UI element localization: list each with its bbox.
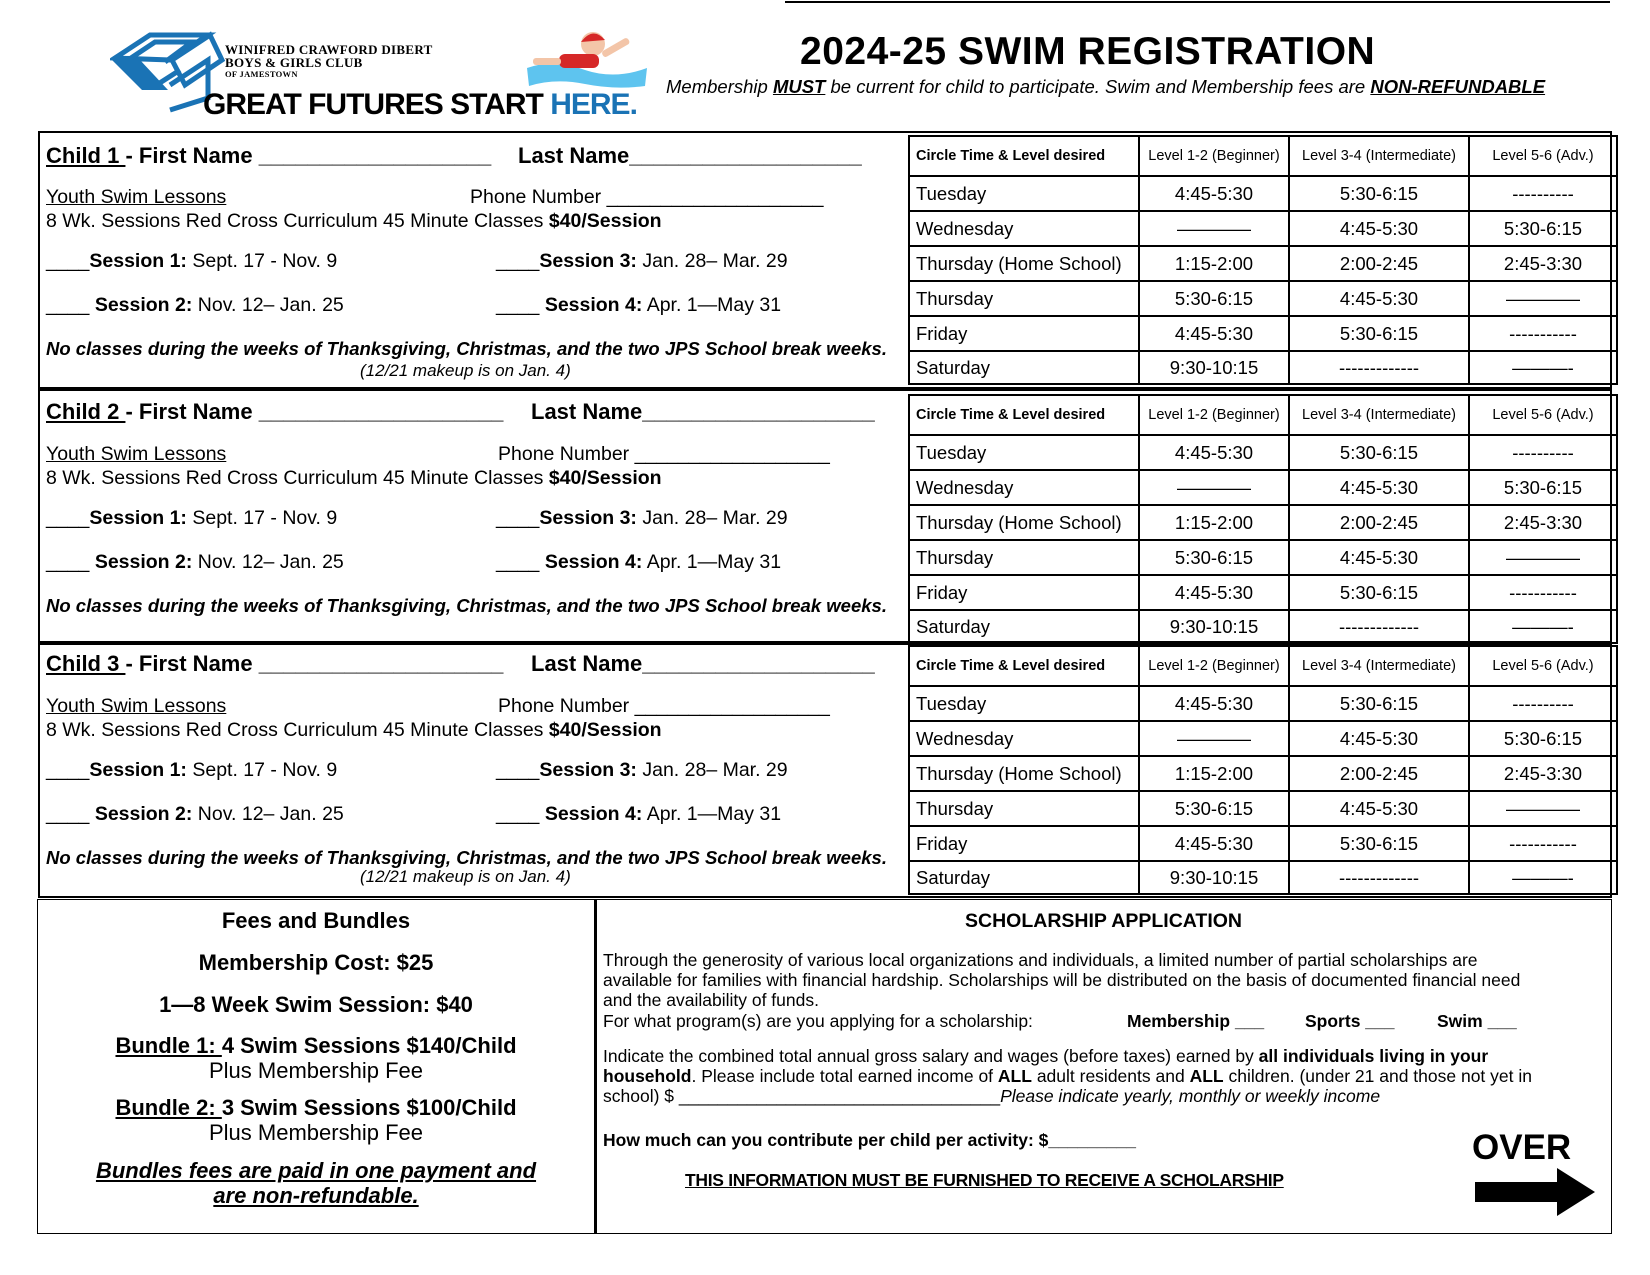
table-header-row	[909, 136, 1617, 176]
day-cell: Thursday (Home School)	[909, 246, 1139, 281]
session-2-dates: Nov. 12– Jan. 25	[192, 294, 344, 316]
session-2-blank[interactable]: ____	[46, 294, 95, 316]
table-row	[909, 470, 1617, 505]
time-slot-cell[interactable]: 9:30-10:15	[1139, 351, 1289, 384]
bundle-1	[38, 1033, 594, 1059]
session-details-text: 8 Wk. Sessions Red Cross Curriculum 45 Minute Classes	[46, 719, 549, 741]
table-row	[909, 791, 1617, 826]
no-classes-note: No classes during the weeks of Thanksgiving, Christmas, and the two JPS School break weeks.	[46, 338, 887, 359]
income-line-3[interactable]	[603, 1086, 1380, 1107]
time-slot-cell[interactable]: 5:30-6:15	[1289, 826, 1469, 861]
time-slot-cell[interactable]: 4:45-5:30	[1139, 575, 1289, 610]
bundle-note-2: are non-refundable.	[213, 1183, 419, 1208]
table-row	[909, 861, 1617, 894]
child-1-schedule-table	[908, 135, 1618, 385]
time-slot-cell[interactable]: 4:45-5:30	[1289, 721, 1469, 756]
table-row	[909, 246, 1617, 281]
table-header-cell: Level 3-4 (Intermediate)	[1289, 646, 1469, 686]
session-4-label: Session 4:	[544, 803, 643, 825]
bundle-2-plus: Plus Membership Fee	[209, 1120, 423, 1145]
time-slot-cell[interactable]: 4:45-5:30	[1289, 540, 1469, 575]
time-slot-cell[interactable]: ————	[1469, 281, 1617, 316]
child-label: Child 3	[46, 651, 126, 676]
day-cell: Wednesday	[909, 721, 1139, 756]
youth-swim-lessons-label: Youth Swim Lessons	[46, 443, 227, 465]
bundle-note-1: Bundles fees are paid in one payment and	[95, 1158, 537, 1183]
time-slot-cell[interactable]: 4:45-5:30	[1289, 281, 1469, 316]
org-name	[225, 43, 433, 79]
makeup-note: (12/21 makeup is on Jan. 4)	[360, 361, 571, 380]
time-slot-cell[interactable]: ————	[1469, 791, 1617, 826]
table-row	[909, 281, 1617, 316]
time-slot-cell[interactable]: 5:30-6:15	[1289, 575, 1469, 610]
time-slot-cell[interactable]: ----------	[1469, 686, 1617, 721]
session-4-option[interactable]	[496, 803, 781, 826]
first-name-field[interactable]: - First Name ___________________	[125, 143, 492, 168]
time-slot-cell[interactable]: ----------	[1469, 176, 1617, 211]
income-text: adult residents and	[1031, 1066, 1190, 1086]
bundle-1-text: 4 Swim Sessions $140/Child	[221, 1033, 517, 1058]
table-row	[909, 505, 1617, 540]
no-classes-note: No classes during the weeks of Thanksgiving, Christmas, and the two JPS School break weeks.	[46, 847, 887, 868]
income-text: Indicate the combined total annual gross salary and wages (before taxes) earned by	[603, 1046, 1259, 1066]
makeup-note: (12/21 makeup is on Jan. 4)	[360, 867, 571, 886]
session-1-option[interactable]	[46, 507, 337, 530]
child-name-row[interactable]	[46, 651, 503, 677]
session-1-option[interactable]	[46, 250, 337, 273]
scholarship-paragraph-1: Through the generosity of various local organizations and individuals, a limited number of partial scholarships are	[603, 950, 1478, 970]
session-3-label: Session 3:	[539, 250, 637, 272]
session-3-blank[interactable]: ____	[496, 250, 540, 272]
phone-number-field[interactable]: Phone Number ____________________	[470, 186, 824, 208]
session-details-text: 8 Wk. Sessions Red Cross Curriculum 45 Minute Classes	[46, 467, 549, 489]
org-line2: BOYS & GIRLS CLUB	[225, 55, 363, 70]
child-label: Child 1	[46, 143, 126, 168]
session-details	[46, 210, 662, 233]
swim-session-cost: 1—8 Week Swim Session: $40	[159, 992, 473, 1017]
table-header-cell: Circle Time & Level desired	[909, 395, 1139, 435]
table-header-cell: Level 3-4 (Intermediate)	[1289, 136, 1469, 176]
subtitle	[666, 76, 1545, 98]
session-3-dates: Jan. 28– Mar. 29	[636, 250, 788, 272]
last-name-field[interactable]: Last Name___________________	[531, 651, 875, 676]
table-row	[909, 435, 1617, 470]
no-classes-note: No classes during the weeks of Thanksgiving, Christmas, and the two JPS School break weeks.	[46, 595, 887, 616]
session-1-dates: Sept. 17 - Nov. 9	[186, 507, 338, 529]
session-4-blank[interactable]: ____	[496, 803, 545, 825]
time-slot-cell[interactable]: 2:45-3:30	[1469, 505, 1617, 540]
income-text: . Please include total earned income of	[691, 1066, 998, 1086]
time-slot-cell[interactable]: 5:30-6:15	[1469, 721, 1617, 756]
session-1-option[interactable]	[46, 759, 337, 782]
time-slot-cell[interactable]: 2:00-2:45	[1289, 756, 1469, 791]
table-row	[909, 316, 1617, 351]
time-slot-cell[interactable]: 5:30-6:15	[1139, 540, 1289, 575]
session-details-text: 8 Wk. Sessions Red Cross Curriculum 45 Minute Classes	[46, 210, 549, 232]
scholarship-box	[595, 899, 1612, 1234]
day-cell: Thursday	[909, 281, 1139, 316]
subtitle-part: be current for child to participate. Swim and Membership fees are	[825, 76, 1371, 97]
page-title: 2024-25 SWIM REGISTRATION	[800, 30, 1376, 73]
bundle-1-plus: Plus Membership Fee	[209, 1058, 423, 1083]
subtitle-part: Membership	[666, 76, 773, 97]
day-cell: Saturday	[909, 351, 1139, 384]
table-header-cell: Level 3-4 (Intermediate)	[1289, 395, 1469, 435]
session-1-blank[interactable]: ____	[46, 250, 90, 272]
slogan-here: HERE.	[550, 88, 637, 121]
table-header-cell: Level 1-2 (Beginner)	[1139, 646, 1289, 686]
session-details	[46, 719, 662, 742]
phone-number-field[interactable]: Phone Number __________________	[498, 695, 830, 717]
session-2-dates: Nov. 12– Jan. 25	[192, 803, 344, 825]
session-1-dates: Sept. 17 - Nov. 9	[186, 250, 338, 272]
child-2-schedule-table	[908, 394, 1618, 644]
table-row	[909, 756, 1617, 791]
option-membership[interactable]: Membership ___	[1127, 1011, 1265, 1031]
session-1-label: Session 1:	[89, 759, 187, 781]
session-4-dates: Apr. 1—May 31	[642, 803, 782, 825]
session-4-label: Session 4:	[544, 551, 643, 573]
income-emphasis: household	[603, 1066, 692, 1086]
slogan	[203, 88, 637, 122]
session-4-dates: Apr. 1—May 31	[642, 294, 782, 316]
time-slot-cell[interactable]: -----------	[1469, 826, 1617, 861]
session-2-option[interactable]	[46, 803, 344, 826]
time-slot-cell[interactable]: 5:30-6:15	[1289, 686, 1469, 721]
bundle-2-label: Bundle 2:	[115, 1095, 222, 1120]
first-name-field[interactable]: - First Name ____________________	[125, 399, 504, 424]
time-slot-cell[interactable]: ————	[1139, 211, 1289, 246]
session-4-label: Session 4:	[544, 294, 643, 316]
session-4-blank[interactable]: ____	[496, 551, 545, 573]
day-cell: Friday	[909, 575, 1139, 610]
fees-and-bundles-box	[37, 899, 595, 1234]
scholarship-paragraph-2: available for families with financial hardship. Scholarships will be distributed on the basis of documented financial need	[603, 970, 1521, 990]
session-3-blank[interactable]: ____	[496, 507, 540, 529]
session-3-option[interactable]	[496, 507, 788, 530]
income-text: children. (under 21 and those not yet in	[1223, 1066, 1532, 1086]
session-2-label: Session 2:	[94, 294, 193, 316]
session-2-option[interactable]	[46, 551, 344, 574]
time-slot-cell[interactable]: ———-	[1469, 351, 1617, 384]
day-cell: Wednesday	[909, 470, 1139, 505]
time-slot-cell[interactable]: -----------	[1469, 316, 1617, 351]
time-slot-cell[interactable]: 4:45-5:30	[1289, 470, 1469, 505]
table-header-cell: Level 1-2 (Beginner)	[1139, 395, 1289, 435]
time-slot-cell[interactable]: 4:45-5:30	[1289, 791, 1469, 826]
fees-heading: Fees and Bundles	[221, 908, 411, 933]
last-name-field[interactable]: Last Name___________________	[518, 143, 862, 168]
phone-number-field[interactable]: Phone Number __________________	[498, 443, 830, 465]
table-row	[909, 686, 1617, 721]
contribution-question[interactable]: How much can you contribute per child per activity: $_________	[603, 1130, 1136, 1150]
time-slot-cell[interactable]: 4:45-5:30	[1289, 211, 1469, 246]
session-1-dates: Sept. 17 - Nov. 9	[186, 759, 338, 781]
session-price: $40/Session	[548, 210, 662, 232]
time-slot-cell[interactable]: -------------	[1289, 610, 1469, 643]
income-instruction: Please indicate yearly, monthly or weekly income	[1000, 1086, 1381, 1106]
table-row	[909, 721, 1617, 756]
time-slot-cell[interactable]: 5:30-6:15	[1289, 316, 1469, 351]
day-cell: Friday	[909, 826, 1139, 861]
org-line3: OF JAMESTOWN	[225, 69, 298, 79]
bundle-2-text: 3 Swim Sessions $100/Child	[221, 1095, 517, 1120]
time-slot-cell[interactable]: ————	[1139, 721, 1289, 756]
day-cell: Thursday (Home School)	[909, 756, 1139, 791]
time-slot-cell[interactable]: 2:00-2:45	[1289, 505, 1469, 540]
subtitle-nonrefundable: NON-REFUNDABLE	[1370, 76, 1546, 97]
time-slot-cell[interactable]: 5:30-6:15	[1139, 791, 1289, 826]
over-label: OVER	[1472, 1128, 1572, 1167]
session-3-option[interactable]	[496, 250, 788, 273]
time-slot-cell[interactable]: 5:30-6:15	[1469, 211, 1617, 246]
day-cell: Tuesday	[909, 176, 1139, 211]
time-slot-cell[interactable]: ————	[1469, 540, 1617, 575]
table-row	[909, 351, 1617, 384]
time-slot-cell[interactable]: 5:30-6:15	[1139, 281, 1289, 316]
session-1-label: Session 1:	[89, 507, 187, 529]
table-header-cell: Level 1-2 (Beginner)	[1139, 136, 1289, 176]
last-name-field[interactable]: Last Name___________________	[531, 399, 875, 424]
day-cell: Thursday	[909, 791, 1139, 826]
time-slot-cell[interactable]: -------------	[1289, 861, 1469, 894]
time-slot-cell[interactable]: 9:30-10:15	[1139, 610, 1289, 643]
session-1-blank[interactable]: ____	[46, 507, 90, 529]
table-row	[909, 575, 1617, 610]
session-4-blank[interactable]: ____	[496, 294, 545, 316]
time-slot-cell[interactable]: 4:45-5:30	[1139, 686, 1289, 721]
bundle-2	[38, 1095, 594, 1121]
session-details	[46, 467, 662, 490]
session-price: $40/Session	[548, 719, 662, 741]
table-row	[909, 540, 1617, 575]
day-cell: Saturday	[909, 610, 1139, 643]
time-slot-cell[interactable]: 9:30-10:15	[1139, 861, 1289, 894]
time-slot-cell[interactable]: 5:30-6:15	[1469, 470, 1617, 505]
day-cell: Thursday	[909, 540, 1139, 575]
child-name-row[interactable]	[46, 399, 503, 425]
table-header-row	[909, 646, 1617, 686]
scholarship-heading: SCHOLARSHIP APPLICATION	[965, 910, 1242, 932]
option-swim[interactable]: Swim ___	[1437, 1011, 1517, 1031]
table-header-cell: Circle Time & Level desired	[909, 136, 1139, 176]
session-3-option[interactable]	[496, 759, 788, 782]
child-label: Child 2	[46, 399, 126, 424]
session-4-dates: Apr. 1—May 31	[642, 551, 782, 573]
income-blank[interactable]: school) $ _________________________________	[603, 1086, 1001, 1106]
time-slot-cell[interactable]: 4:45-5:30	[1139, 316, 1289, 351]
org-line1: WINIFRED CRAWFORD DIBERT	[225, 42, 433, 57]
program-question: For what program(s) are you applying for a scholarship:	[603, 1011, 1033, 1031]
day-cell: Friday	[909, 316, 1139, 351]
income-emphasis: all individuals living in your	[1258, 1046, 1489, 1066]
day-cell: Saturday	[909, 861, 1139, 894]
option-sports[interactable]: Sports ___	[1305, 1011, 1395, 1031]
time-slot-cell[interactable]: ———-	[1469, 610, 1617, 643]
slogan-main: GREAT FUTURES START	[203, 88, 551, 121]
session-1-blank[interactable]: ____	[46, 759, 90, 781]
table-row	[909, 211, 1617, 246]
session-1-label: Session 1:	[89, 250, 187, 272]
bundle-1-label: Bundle 1:	[115, 1033, 222, 1058]
table-row	[909, 826, 1617, 861]
top-rule	[785, 1, 1610, 3]
time-slot-cell[interactable]: ———-	[1469, 861, 1617, 894]
time-slot-cell[interactable]: 2:45-3:30	[1469, 756, 1617, 791]
session-3-dates: Jan. 28– Mar. 29	[636, 759, 788, 781]
day-cell: Wednesday	[909, 211, 1139, 246]
time-slot-cell[interactable]: ----------	[1469, 435, 1617, 470]
child-3-schedule-table	[908, 645, 1618, 895]
youth-swim-lessons-label: Youth Swim Lessons	[46, 186, 227, 208]
day-cell: Tuesday	[909, 686, 1139, 721]
time-slot-cell[interactable]: 1:15-2:00	[1139, 246, 1289, 281]
income-all: ALL	[997, 1066, 1032, 1086]
session-2-label: Session 2:	[94, 551, 193, 573]
must-furnish-notice: THIS INFORMATION MUST BE FURNISHED TO RECEIVE A SCHOLARSHIP	[685, 1170, 1284, 1190]
time-slot-cell[interactable]: 4:45-5:30	[1139, 826, 1289, 861]
time-slot-cell[interactable]: -----------	[1469, 575, 1617, 610]
time-slot-cell[interactable]: ————	[1139, 470, 1289, 505]
table-header-cell: Level 5-6 (Adv.)	[1469, 395, 1617, 435]
session-3-blank[interactable]: ____	[496, 759, 540, 781]
subtitle-must: MUST	[772, 76, 826, 97]
table-header-cell: Circle Time & Level desired	[909, 646, 1139, 686]
swimmer-clipart-icon	[525, 28, 650, 90]
session-2-label: Session 2:	[94, 803, 193, 825]
table-header-row	[909, 395, 1617, 435]
income-all: ALL	[1189, 1066, 1224, 1086]
session-2-blank[interactable]: ____	[46, 803, 95, 825]
membership-cost: Membership Cost: $25	[198, 950, 434, 975]
day-cell: Thursday (Home School)	[909, 505, 1139, 540]
session-2-dates: Nov. 12– Jan. 25	[192, 551, 344, 573]
session-2-option[interactable]	[46, 294, 344, 317]
table-row	[909, 610, 1617, 643]
scholarship-paragraph-3: and the availability of funds.	[603, 990, 819, 1010]
session-4-option[interactable]	[496, 551, 781, 574]
time-slot-cell[interactable]: 2:00-2:45	[1289, 246, 1469, 281]
table-header-cell: Level 5-6 (Adv.)	[1469, 136, 1617, 176]
session-3-dates: Jan. 28– Mar. 29	[636, 507, 788, 529]
time-slot-cell[interactable]: 4:45-5:30	[1139, 435, 1289, 470]
time-slot-cell[interactable]: 5:30-6:15	[1289, 435, 1469, 470]
time-slot-cell[interactable]: 1:15-2:00	[1139, 756, 1289, 791]
session-4-option[interactable]	[496, 294, 781, 317]
table-row	[909, 176, 1617, 211]
child-name-row[interactable]	[46, 143, 491, 169]
time-slot-cell[interactable]: -------------	[1289, 351, 1469, 384]
time-slot-cell[interactable]: 1:15-2:00	[1139, 505, 1289, 540]
time-slot-cell[interactable]: 5:30-6:15	[1289, 176, 1469, 211]
session-2-blank[interactable]: ____	[46, 551, 95, 573]
session-3-label: Session 3:	[539, 759, 637, 781]
time-slot-cell[interactable]: 2:45-3:30	[1469, 246, 1617, 281]
first-name-field[interactable]: - First Name ____________________	[125, 651, 504, 676]
session-3-label: Session 3:	[539, 507, 637, 529]
time-slot-cell[interactable]: 4:45-5:30	[1139, 176, 1289, 211]
youth-swim-lessons-label: Youth Swim Lessons	[46, 695, 227, 717]
day-cell: Tuesday	[909, 435, 1139, 470]
right-arrow-icon	[1475, 1168, 1595, 1216]
income-line-1	[603, 1046, 1488, 1067]
table-header-cell: Level 5-6 (Adv.)	[1469, 646, 1617, 686]
session-price: $40/Session	[548, 467, 662, 489]
income-line-2	[603, 1066, 1532, 1087]
